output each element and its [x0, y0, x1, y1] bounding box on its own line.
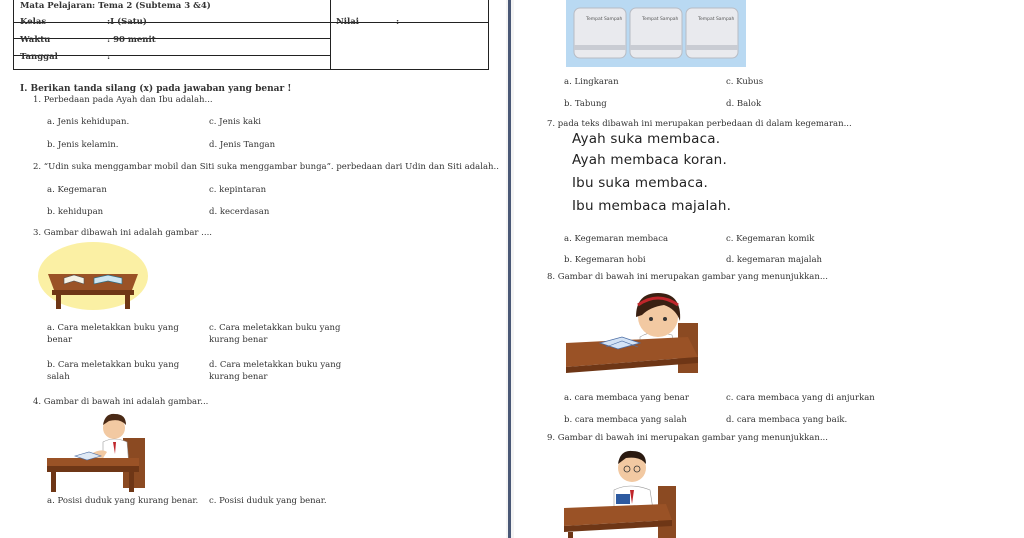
question-7: 7. pada teks dibawah ini merupakan perbedaan di dalam kegemaran... — [547, 119, 852, 129]
q3-option-c-line1[interactable]: c. Cara meletakkan buku yang — [209, 323, 341, 333]
bin-label-3: Tempat Sampah — [698, 17, 735, 22]
q7-option-c[interactable]: c. Kegemaran komik — [726, 234, 815, 244]
nilai-colon: : — [396, 17, 400, 27]
label-waktu: Waktu — [20, 35, 51, 45]
q8-option-c[interactable]: c. cara membaca yang di anjurkan — [726, 393, 875, 403]
q4-option-a[interactable]: a. Posisi duduk yang kurang benar. — [47, 496, 199, 506]
question-1: 1. Perbedaan pada Ayah dan Ibu adalah... — [33, 95, 213, 105]
bin-label-1: Tempat Sampah — [586, 17, 623, 22]
worksheet-right-page — [514, 0, 1024, 538]
q2-option-c[interactable]: c. kepintaran — [209, 185, 267, 195]
label-nilai: Nilai — [336, 17, 359, 27]
q3-option-b-line1[interactable]: b. Cara meletakkan buku yang — [47, 360, 180, 370]
q7-text-line-2: Ayah membaca koran. — [572, 152, 727, 168]
q1-option-d[interactable]: d. Jenis Tangan — [209, 140, 276, 150]
q1-option-b[interactable]: b. Jenis kelamin. — [47, 140, 119, 150]
q8-option-d[interactable]: d. cara membaca yang baik. — [726, 415, 848, 425]
value-waktu: : 90 menit — [107, 35, 156, 45]
boy-writing-at-desk-illustration — [47, 408, 147, 494]
girl-reading-at-desk-illustration — [566, 287, 704, 382]
q3-option-b-line2: salah — [47, 372, 70, 382]
section-title: I. Berikan tanda silang (x) pada jawaban yang benar ! — [20, 84, 292, 94]
q7-option-b[interactable]: b. Kegemaran hobi — [564, 255, 646, 265]
q2-option-b[interactable]: b. kehidupan — [47, 207, 104, 217]
q2-option-d[interactable]: d. kecerdasan — [209, 207, 270, 217]
question-2: 2. “Udin suka menggambar mobil dan Siti suka menggambar bunga”. perbedaan dari Udin dan Siti adalah.. — [33, 162, 499, 172]
question-9: 9. Gambar di bawah ini merupakan gambar yang menunjukkan... — [547, 433, 828, 443]
trash-bins-illustration — [566, 0, 746, 67]
q6-option-b[interactable]: b. Tabung — [564, 99, 607, 109]
books-on-desk-illustration — [38, 240, 148, 312]
q6-option-c[interactable]: c. Kubus — [726, 77, 764, 87]
q7-text-line-1: Ayah suka membaca. — [572, 131, 721, 147]
label-tanggal: Tanggal — [20, 52, 58, 62]
boy-reading-at-desk-illustration — [554, 446, 684, 538]
q3-option-c-line2: kurang benar — [209, 335, 268, 345]
question-4: 4. Gambar di bawah ini adalah gambar... — [33, 397, 209, 407]
q7-option-a[interactable]: a. Kegemaran membaca — [564, 234, 669, 244]
q1-option-c[interactable]: c. Jenis kaki — [209, 117, 261, 127]
q3-option-a-line1[interactable]: a. Cara meletakkan buku yang — [47, 323, 179, 333]
q3-option-a-line2: benar — [47, 335, 73, 345]
value-kelas: :I (Satu) — [107, 17, 147, 27]
q3-option-d-line1[interactable]: d. Cara meletakkan buku yang — [209, 360, 342, 370]
label-kelas: Kelas — [20, 17, 47, 27]
q7-option-d[interactable]: d. kegemaran majalah — [726, 255, 823, 265]
q6-option-a[interactable]: a. Lingkaran — [564, 77, 619, 87]
q7-text-line-4: Ibu membaca majalah. — [572, 198, 732, 214]
q8-option-b[interactable]: b. cara membaca yang salah — [564, 415, 687, 425]
page-divider — [508, 0, 511, 538]
q3-option-d-line2: kurang benar — [209, 372, 268, 382]
q6-option-d[interactable]: d. Balok — [726, 99, 762, 109]
question-3: 3. Gambar dibawah ini adalah gambar .... — [33, 228, 212, 238]
label-mata-pelajaran: Mata Pelajaran — [20, 1, 93, 11]
value-mata-pelajaran: : Tema 2 (Subtema 3 &4) — [92, 1, 211, 11]
q8-option-a[interactable]: a. cara membaca yang benar — [564, 393, 689, 403]
q1-option-a[interactable]: a. Jenis kehidupan. — [47, 117, 130, 127]
q2-option-a[interactable]: a. Kegemaran — [47, 185, 107, 195]
value-tanggal: : — [107, 52, 111, 62]
bin-label-2: Tempat Sampah — [642, 17, 679, 22]
q4-option-c[interactable]: c. Posisi duduk yang benar. — [209, 496, 327, 506]
worksheet-left-page — [0, 0, 506, 538]
q7-text-line-3: Ibu suka membaca. — [572, 175, 708, 191]
question-8: 8. Gambar di bawah ini merupakan gambar yang menunjukkan... — [547, 272, 828, 282]
